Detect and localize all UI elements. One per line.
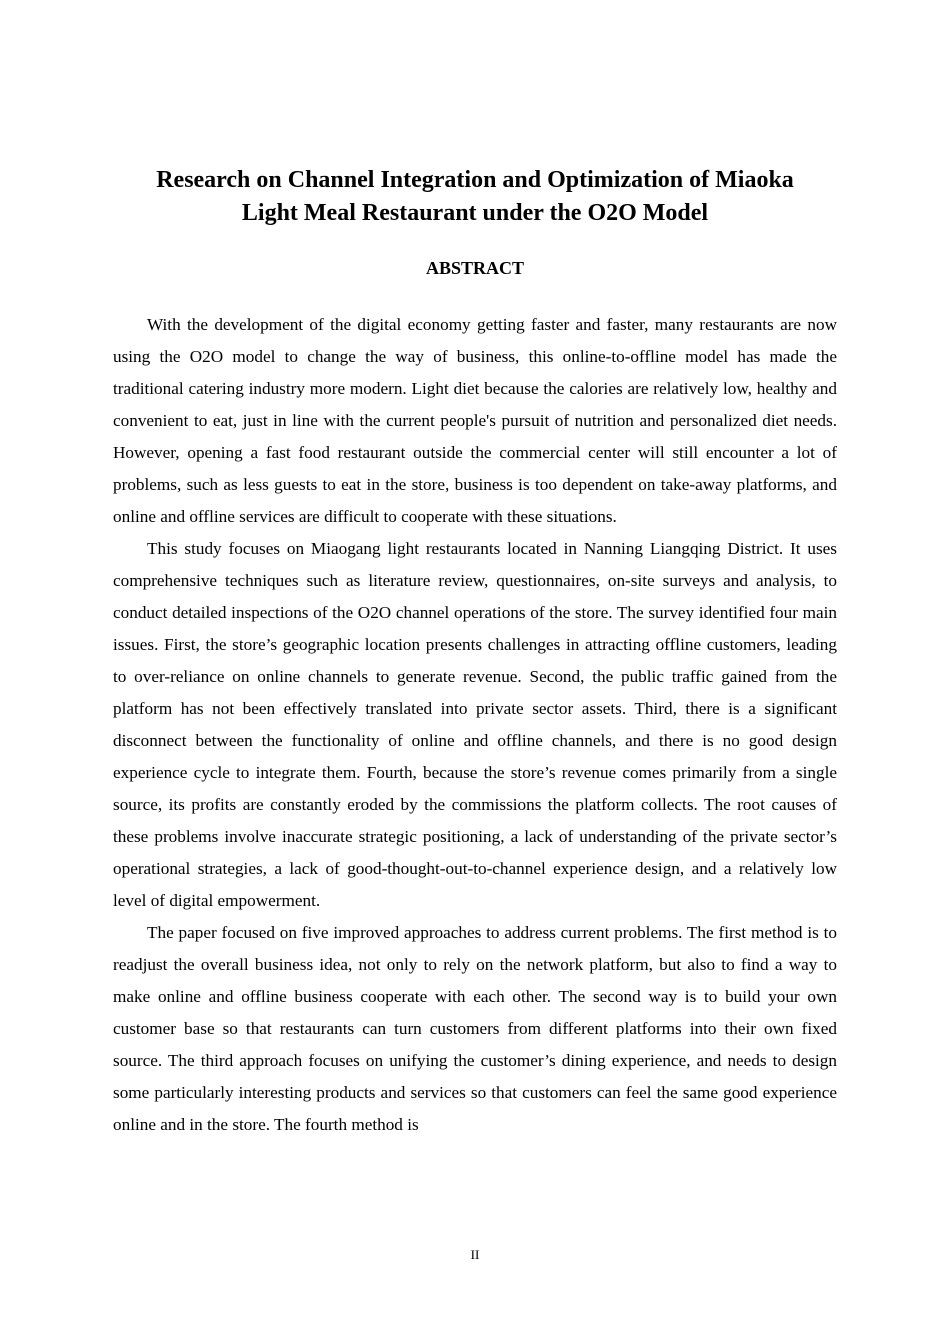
page-number: II [470,1247,480,1262]
paper-title-line-2: Light Meal Restaurant under the O2O Model [241,200,709,226]
abstract-heading: ABSTRACT [425,258,525,278]
paper-title-line-1: Research on Channel Integration and Optimization of Miaoka [156,167,794,193]
abstract-paragraph-2: This study focuses on Miaogang light restaurants located in Nanning Liangqing District. It uses comprehensive techniques such as literature review, questionnaires, on-site surveys and analysis, to conduct detailed inspections of the O2O channel operations of the store. The survey identified four main issues. First, the store’s geographic location presents challenges in attracting offline customers, leading to over-reliance on online channels to generate revenue. Second, the public traffic gained from the platform has not been effectively translated into private sector assets. Third, there is a significant disconnect between the functionality of online and offline channels, and there is no good design experience cycle to integrate them. Fourth, because the store’s revenue comes primarily from a single source, its profits are constantly eroded by the commissions the platform collects. The root causes of these problems involve inaccurate strategic positioning, a lack of understanding of the private sector’s operational strategies, a lack of good-thought-out-to-channel experience design, and a relatively low level of digital empowerment. [113,539,837,910]
paper-title [110,164,840,230]
abstract-paragraph-3: The paper focused on five improved approaches to address current problems. The first method is to readjust the overall business idea, not only to rely on the network platform, but also to find a way to make online and offline business cooperate with each other. The second way is to build your own customer base so that restaurants can turn customers from different platforms into their own fixed source. The third approach focuses on unifying the customer’s dining experience, and needs to design some particularly interesting products and services so that customers can feel the same good experience online and in the store. The fourth method is [113,923,837,1134]
abstract-paragraph-1: With the development of the digital economy getting faster and faster, many restaurants are now using the O2O model to change the way of business, this online-to-offline model has made the traditional catering industry more modern. Light diet because the calories are relatively low, healthy and convenient to eat, just in line with the current people's pursuit of nutrition and personalized diet needs. However, opening a fast food restaurant outside the commercial center will still encounter a lot of problems, such as less guests to eat in the store, business is too dependent on take-away platforms, and online and offline services are difficult to cooperate with these situations. [113,315,837,526]
abstract-body [113,309,837,1141]
